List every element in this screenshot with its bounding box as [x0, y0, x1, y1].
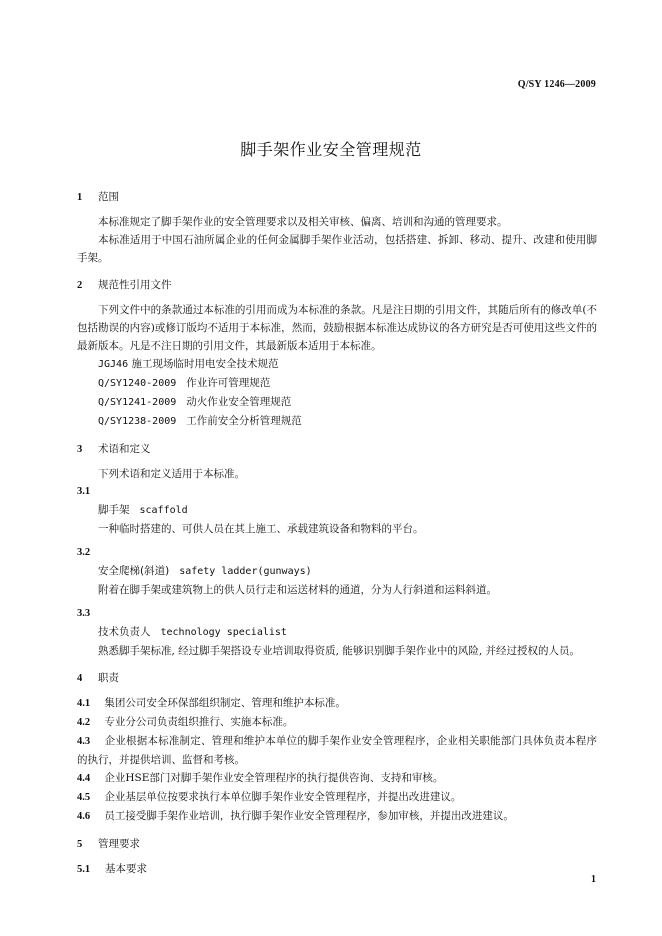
- term-number: 3.2: [77, 547, 91, 558]
- section-1-paragraph: 本标准规定了脚手架作业的安全管理要求以及相关审核、偏离、培训和沟通的管理要求。: [98, 216, 508, 228]
- section-2-heading: 2 规范性引用文件: [77, 279, 172, 291]
- term-definition: 一种临时搭建的、可供人员在其上施工、承载建筑设备和物料的平台。: [98, 523, 424, 535]
- term-definition: 熟悉脚手架标准, 经过脚手架搭设专业培训取得资质, 能够识别脚手架作业中的风险, 并经过授权的人员。: [98, 645, 581, 657]
- duty-item: 4.1 集团公司安全环保部组织制定、管理和维护本标准。: [77, 697, 346, 709]
- duty-item: 4.3 企业根据本标准制定、管理和维护本单位的脚手架作业安全管理程序，企业相关职能部门具体负责本程序的执行，并提供培训、监督和考核。: [77, 735, 598, 766]
- document-body: [77, 188, 597, 879]
- subsection-5-1-heading: 5.1 基本要求: [77, 863, 147, 875]
- term-name: 脚手架 scaffold: [98, 504, 188, 516]
- page-number: 1: [591, 874, 596, 885]
- term-number: 3.1: [77, 486, 91, 497]
- reference-item: Q/SY1238-2009 工作前安全分析管理规范: [98, 415, 302, 427]
- term-number: 3.3: [77, 608, 91, 619]
- duty-item: 4.6 员工接受脚手架作业培训，执行脚手架作业安全管理程序，参加审核，并提出改进建议。: [77, 810, 514, 822]
- section-5-heading: 5 管理要求: [77, 838, 140, 850]
- duty-item: 4.2 专业分公司负责组织推行、实施本标准。: [77, 716, 294, 728]
- standard-code: Q/SY 1246—2009: [517, 79, 596, 90]
- section-1-paragraph: 本标准适用于中国石油所属企业的任何金属脚手架作业活动，包括搭建、拆卸、移动、提升、改建和使用脚手架。: [77, 234, 597, 264]
- reference-item: JGJ46 施工现场临时用电安全技术规范: [98, 358, 279, 370]
- duty-item: 4.5 企业基层单位按要求执行本单位脚手架作业安全管理程序，并提出改进建议。: [77, 791, 462, 803]
- section-3-heading: 3 术语和定义: [77, 443, 151, 455]
- section-4-heading: 4 职责: [77, 672, 119, 684]
- term-name: 技术负责人 technology specialist: [98, 626, 287, 638]
- term-definition: 附着在脚手架或建筑物上的供人员行走和运送材料的通道，分为人行斜道和运料斜道。: [98, 584, 497, 596]
- section-1-heading: 1 范围: [77, 191, 119, 203]
- section-2-paragraph: 下列文件中的条款通过本标准的引用而成为本标准的条款。凡是注日期的引用文件，其随后所有的修改单(不包括勘误的内容)或修订版均不适用于本标准，然而，鼓励根据本标准达成协议的各方研究是否可使用这些文件的最新版本。凡是不注日期的引用文件，其最新版本适用于本标准。: [77, 304, 597, 352]
- reference-item: Q/SY1240-2009 作业许可管理规范: [98, 377, 271, 389]
- section-3-intro: 下列术语和定义适用于本标准。: [98, 468, 245, 480]
- term-name: 安全爬梯(斜道) safety ladder(gunways): [98, 565, 312, 577]
- page-title: 脚手架作业安全管理规范: [240, 140, 422, 159]
- duty-item: 4.4 企业HSE部门对脚手架作业安全管理程序的执行提供咨询、支持和审核。: [77, 772, 444, 784]
- reference-item: Q/SY1241-2009 动火作业安全管理规范: [98, 396, 292, 408]
